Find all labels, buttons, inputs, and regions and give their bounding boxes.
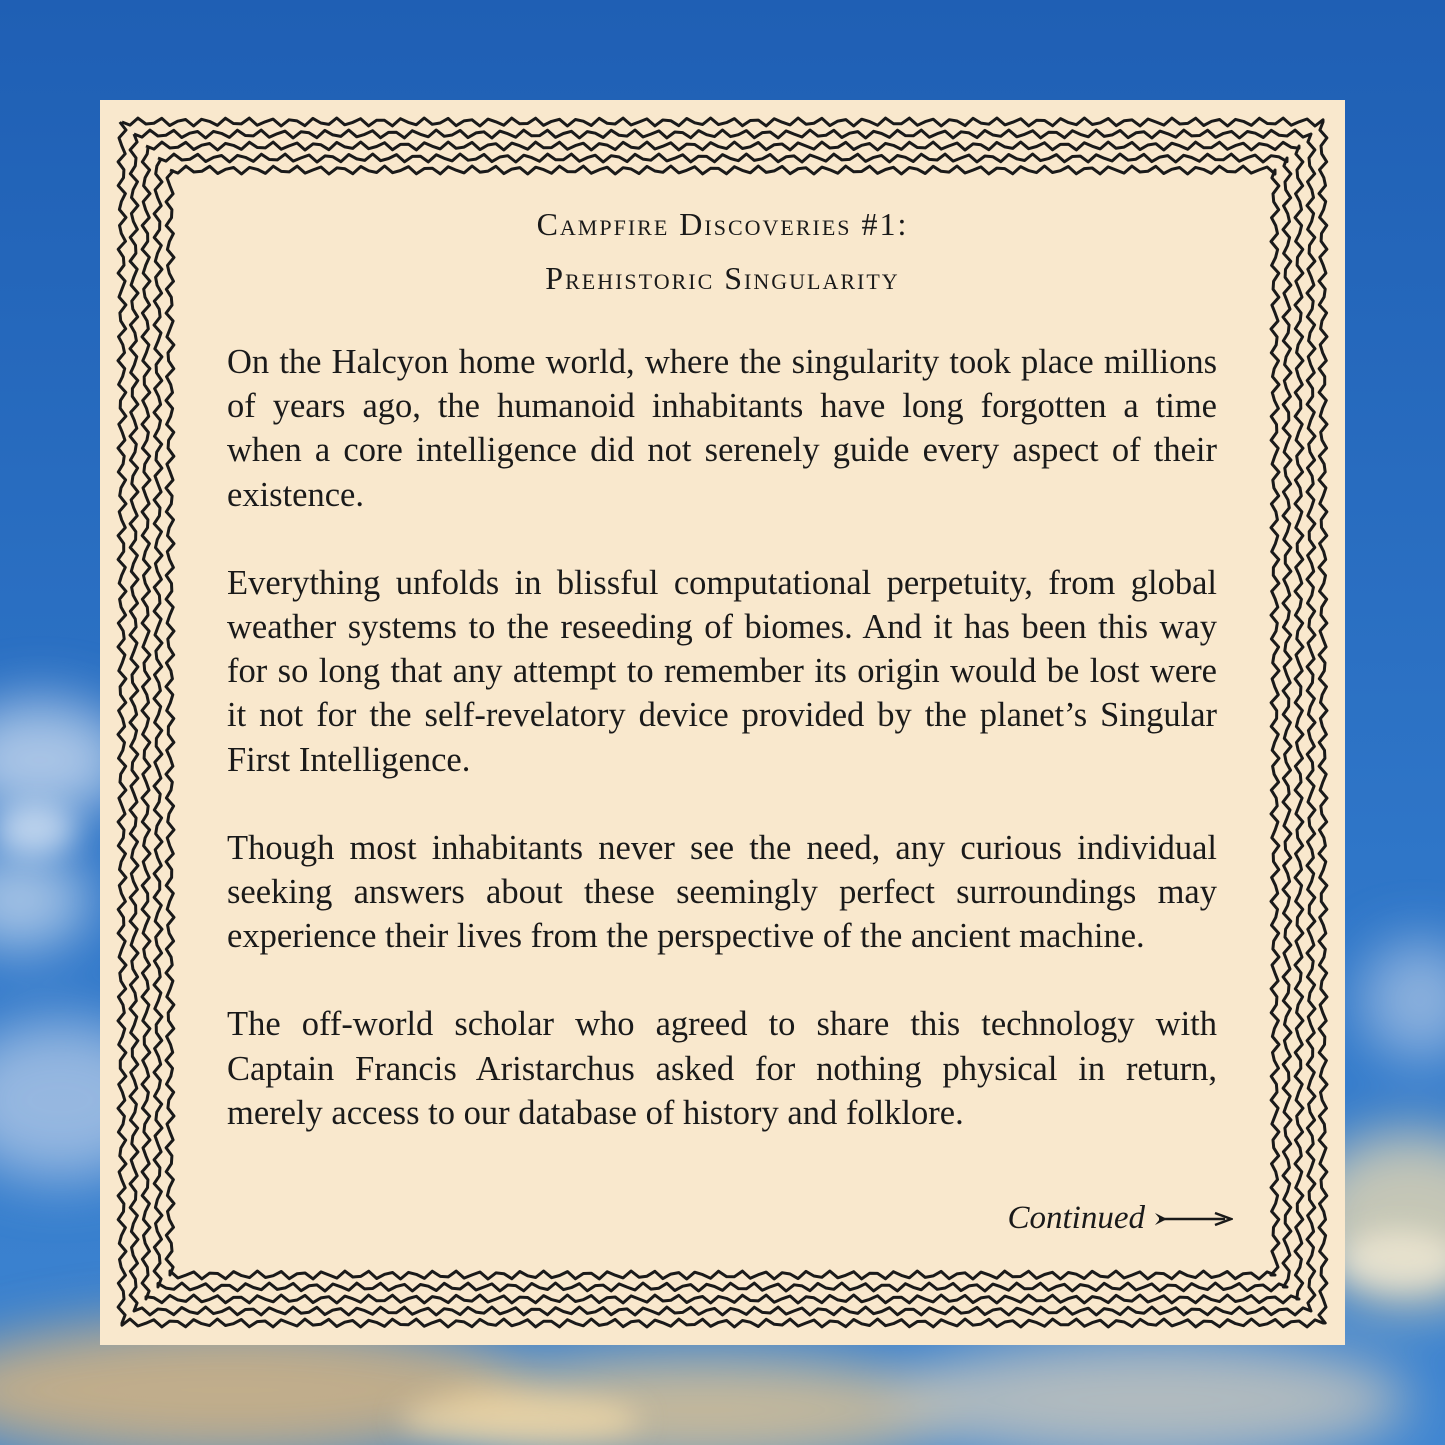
continued-link[interactable] <box>1008 1200 1234 1237</box>
story-card <box>100 100 1345 1345</box>
paragraph-3: Though most inhabitants never see the need, any curious individual seeking answers about these seemingly perfect surroundings may experience their lives from the perspective of the ancient machine. <box>227 828 1217 956</box>
card-body <box>227 340 1217 1179</box>
continued-label: Continued <box>1007 1200 1145 1236</box>
card-title-line2: Prehistoric Singularity <box>545 260 900 296</box>
paragraph-1: On the Halcyon home world, where the singularity took place millions of years ago, the humanoid inhabitants have long forgotten a time when a core intelligence did not serenely guide every aspect of their existence. <box>227 343 1217 514</box>
paragraph-2: Everything unfolds in blissful computational perpetuity, from global weather systems to the reseeding of biomes. And it has been this way for so long that any attempt to remember its origin would be lost were it not for the self-revelatory device provided by the planet’s Singular First Intelligence. <box>227 563 1217 779</box>
card-title-line1: Campfire Discoveries #1: <box>536 206 909 242</box>
paragraph-4: The off-world scholar who agreed to share this technology with Captain Francis Aristarchus asked for nothing physical in return, merely access to our database of history and folklore. <box>227 1005 1217 1132</box>
arrow-right-icon <box>1153 1209 1233 1229</box>
